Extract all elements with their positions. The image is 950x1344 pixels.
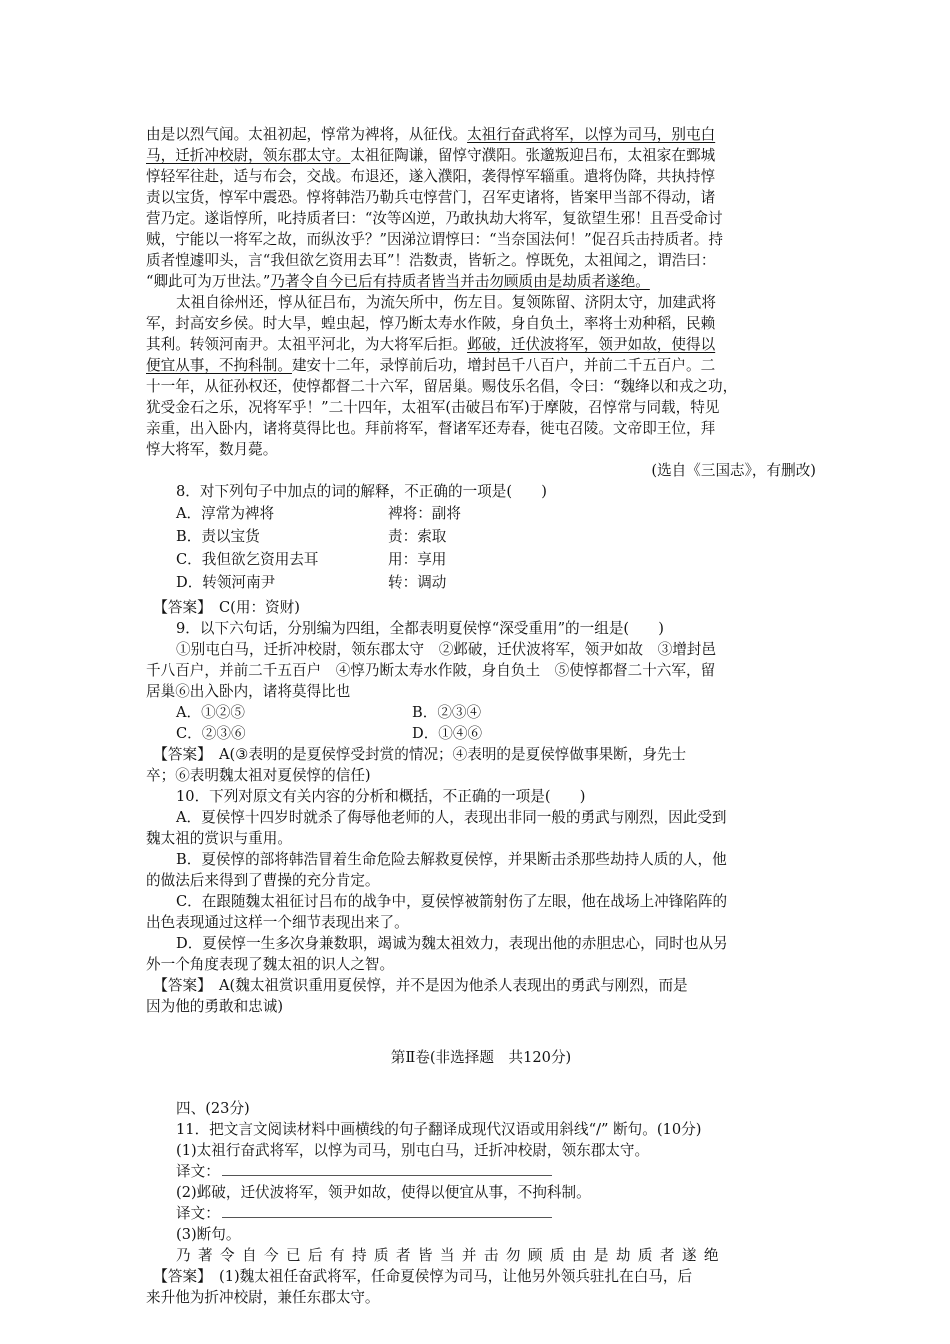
passage-line: 惇轻军往赴，适与布会，交战。布退还，遂入濮阳，袭得惇军辎重。遣将伪降，共执持惇 (146, 168, 716, 185)
part-header: 四、(23分) (176, 1100, 250, 1117)
sub-question: (2)邺破，迁伏波将军，领尹如故，使得以便宜从事，不拘科制。 (176, 1184, 591, 1201)
option-c: C．在跟随魏太祖征讨吕布的战争中，夏侯惇被箭射伤了左眼，他在战场上冲锋陷阵的 (176, 893, 728, 910)
answer-line: 来升他为折冲校尉，兼任东郡太守。 (146, 1289, 380, 1306)
underlined-sentence: 便宜从事，不拘科制。 (146, 357, 292, 374)
answer-line: 【答案】 C(用：资财) (160, 599, 300, 616)
passage-line: 便宜从事，不拘科制。建安十二年，录惇前后功，增封邑千八百户，并前二千五百户。二 (146, 357, 716, 374)
passage-line: 十一年，从征孙权还，使惇都督二十六军，留居巢。赐伎乐名倡，令曰：“魏绛以和戎之功， (146, 378, 738, 395)
option-d: 外一个角度表现了魏太祖的识人之智。 (146, 956, 395, 973)
passage-line: 由是以烈气闻。太祖初起，惇常为裨将，从征伐。太祖行奋武将军，以惇为司马，别屯白 (146, 126, 716, 143)
question-body: ①别屯白马，迁折冲校尉，领东郡太守 ②邺破，迁伏波将军，领尹如故 ③增封邑 (176, 641, 716, 658)
passage-line: 惇大将军，数月薨。 (146, 441, 278, 458)
option-a: 魏太祖的赏识与重用。 (146, 830, 292, 847)
underlined-sentence: 邺破，迁伏波将军，领尹如故，使得以 (467, 336, 716, 353)
underlined-sentence: 太祖行奋武将军，以惇为司马，别屯白 (467, 126, 716, 143)
passage-line: 贼，宁能以一将军之故，而纵汝乎？”因涕泣谓惇曰：“当奈国法何！”促召兵击持质者。持 (146, 231, 723, 248)
translation-line: 译文： (176, 1203, 816, 1224)
option-d: D．夏侯惇一生多次身兼数职，竭诚为魏太祖效力，表现出他的赤胆忠心，同时也从另 (176, 935, 728, 952)
passage-line: 营乃定。遂诣惇所，叱持质者曰：“汝等凶逆，乃敢执劫大将军，复欲望生邪！且吾受命讨 (146, 210, 723, 227)
passage-line: 亲重，出入卧内，诸将莫得比也。拜前将军，督诸军还寿春，徙屯召陵。文帝即王位，拜 (146, 420, 716, 437)
answer-line: 【答案】 A(魏太祖赏识重用夏侯惇，并不是因为他杀人表现出的勇武与刚烈，而是 (160, 977, 688, 994)
question-stem: 8．对下列句子中加点的词的解释，不正确的一项是( ) (176, 483, 547, 500)
answer-tag: 【答案】 (160, 977, 205, 994)
question-body: 千八百户，并前二千五百户 ④惇乃断太寿水作陂，身自负土 ⑤使惇都督二十六军，留 (146, 662, 716, 679)
passage-line: 太祖自徐州还，惇从征吕布，为流矢所中，伤左目。复领陈留、济阴太守，加建武将 (176, 294, 716, 311)
option-b: 的做法后来得到了曹操的充分肯定。 (146, 872, 380, 889)
option-row: A．①②⑤ B．②③④ (176, 704, 482, 721)
option-c: 出色表现通过这样一个细节表现出来了。 (146, 914, 409, 931)
passage-line: 其利。转领河南尹。太祖平河北，为大将军后拒。邺破，迁伏波将军，领尹如故，使得以 (146, 336, 716, 353)
underlined-sentence: 马，迁折冲校尉，领东郡太守。 (146, 147, 351, 164)
answer-line: 【答案】 (1)魏太祖任奋武将军，任命夏侯惇为司马，让他另外领兵驻扎在白马，后 (160, 1268, 693, 1285)
answer-blank[interactable] (222, 1161, 552, 1176)
option-a: A．夏侯惇十四岁时就杀了侮辱他老师的人，表现出非同一般的勇武与刚烈，因此受到 (176, 809, 727, 826)
option-row: C．我但欲乞资用去耳 用：享用 (176, 551, 447, 568)
translation-line: 译文： (176, 1161, 816, 1182)
option-row: D．转领河南尹 转：调动 (176, 574, 447, 591)
answer-line: 【答案】 A(③表明的是夏侯惇受封赏的情况；④表明的是夏侯惇做事果断，身先士 (160, 746, 687, 763)
sub-question: (1)太祖行奋武将军，以惇为司马，别屯白马，迁折冲校尉，领东郡太守。 (176, 1142, 650, 1159)
passage-line: 马，迁折冲校尉，领东郡太守。太祖征陶谦，留惇守濮阳。张邈叛迎吕布，太祖家在鄄城 (146, 147, 716, 164)
section-title: 第Ⅱ卷(非选择题 共120分) (390, 1049, 572, 1066)
sub-question: (3)断句。 (176, 1226, 241, 1243)
question-stem: 10．下列对原文有关内容的分析和概括，不正确的一项是( ) (176, 788, 586, 805)
passage-line: 质者惶遽叩头，言“我但欲乞资用去耳”！浩数责，皆斩之。惇既免，太祖闻之，谓浩曰： (146, 252, 716, 269)
passage-line: “卿此可为万世法。”乃著令自今已后有持质者皆当并击勿顾质由是劫质者遂绝。 (146, 273, 650, 290)
passage-line: 责以宝货，惇军中震恐。惇将韩浩乃勒兵屯惇营门，召军吏诸将，皆案甲当部不得动，诸 (146, 189, 716, 206)
answer-line: 因为他的勇敢和忠诚) (146, 998, 284, 1015)
answer-tag: 【答案】 (160, 599, 205, 616)
option-row: A．淳常为裨将 裨将：副将 (176, 505, 461, 522)
answer-tag: 【答案】 (160, 746, 205, 763)
question-stem: 11．把文言文阅读材料中画横线的句子翻译成现代汉语或用斜线“/” 断句。(10分) (176, 1121, 702, 1138)
answer-line: 卒；⑥表明魏太祖对夏侯惇的信任) (146, 767, 371, 784)
passage-source: (选自《三国志》，有删改) (651, 462, 816, 479)
underlined-sentence: 乃著令自今已后有持质者皆当并击勿顾质由是劫质者遂绝。 (270, 273, 650, 290)
punctuation-text: 乃著令自今已后有持质者皆当并击勿顾质由是劫质者遂绝 (176, 1247, 726, 1264)
option-b: B．夏侯惇的部将韩浩冒着生命危险去解救夏侯惇，并果断击杀那些劫持人质的人，他 (176, 851, 727, 868)
answer-tag: 【答案】 (160, 1268, 205, 1285)
passage-line: 犹受金石之乐，况将军乎！”二十四年，太祖军(击破吕布军)于摩陂，召惇常与同载，特见 (146, 399, 720, 416)
answer-blank[interactable] (222, 1203, 552, 1218)
question-stem: 9．以下六句话，分别编为四组，全都表明夏侯惇“深受重用”的一组是( ) (176, 620, 665, 637)
option-row: B．责以宝货 责：索取 (176, 528, 447, 545)
passage-line: 军，封高安乡侯。时大旱，蝗虫起，惇乃断太寿水作陂，身自负土，率将士劝种稻，民赖 (146, 315, 716, 332)
option-row: C．②③⑥ D．①④⑥ (176, 725, 483, 742)
question-body: 居巢⑥出入卧内，诸将莫得比也 (146, 683, 351, 700)
